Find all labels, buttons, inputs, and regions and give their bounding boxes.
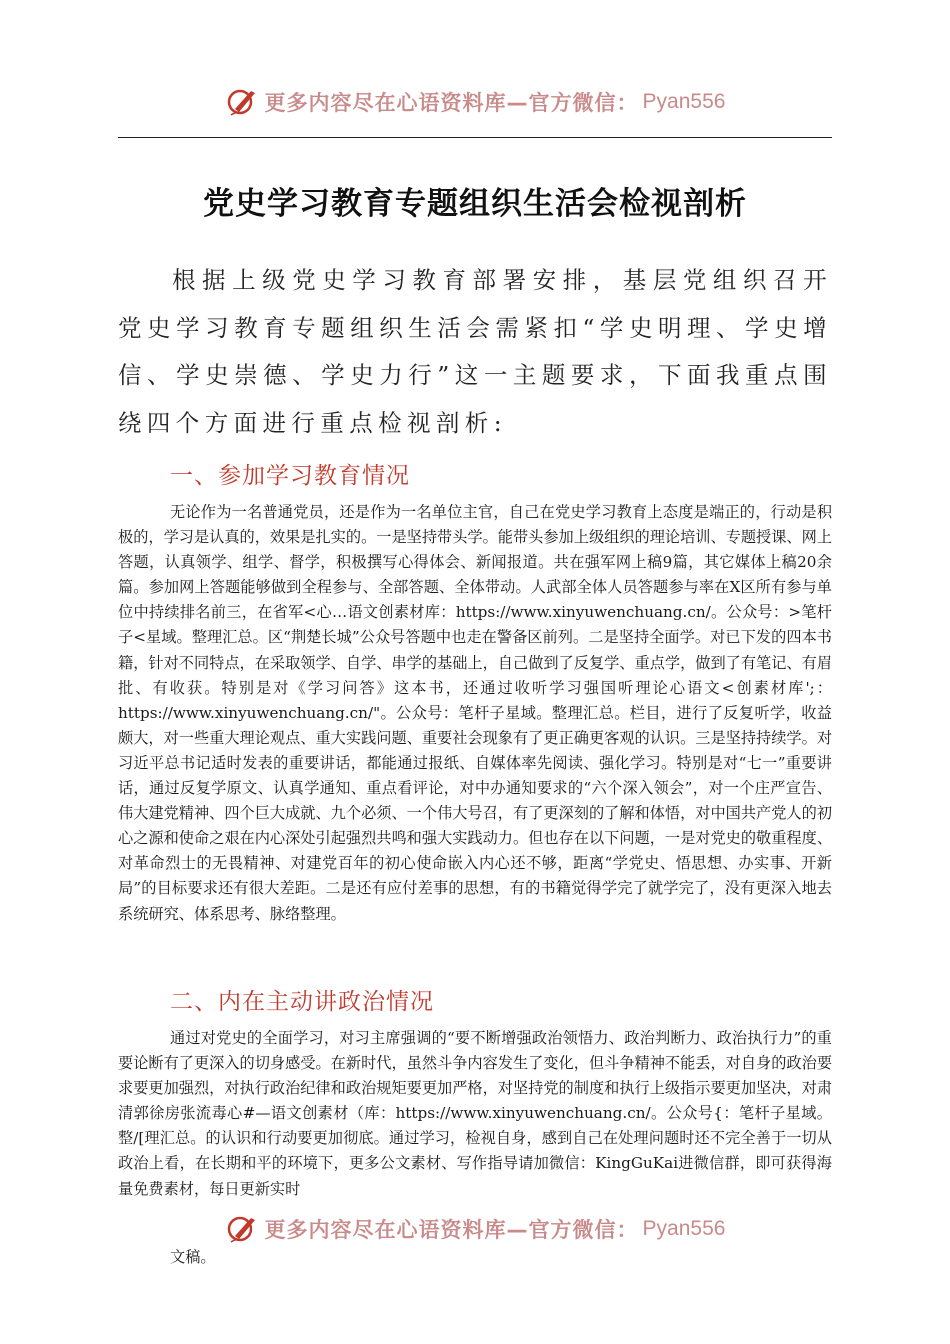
watermark-header xyxy=(0,82,950,122)
watermark-id: Pyan556 xyxy=(642,1217,726,1240)
continuation-text: 文稿。 xyxy=(170,1248,216,1266)
section-2-heading: 二、内在主动讲政治情况 xyxy=(170,989,434,1015)
watermark-text: 更多内容尽在心语资料库—官方微信： xyxy=(264,1218,639,1242)
watermark-text: 更多内容尽在心语资料库—官方微信： xyxy=(264,91,639,115)
header-rule xyxy=(118,137,832,138)
intro-paragraph: 根据上级党史学习教育部署安排，基层党组织召开党史学习教育专题组织生活会需紧扣“学史明理、学史增信、学史崇德、学史力行”这一主题要求，下面我重点围绕四个方面进行重点检视剖析: xyxy=(118,266,832,437)
page-title: 党史学习教育专题组织生活会检视剖析 xyxy=(203,186,747,222)
section-1-heading: 一、参加学习教育情况 xyxy=(170,463,410,489)
pen-logo-icon xyxy=(225,85,261,119)
section-1-body: 无论作为一名普通党员，还是作为一名单位主官，自己在党史学习教育上态度是端正的，行动是积极的，学习是认真的，效果是扎实的。一是坚持带头学。能带头参加上级组织的理论培训、专题授课、网上答题，认真领学、组学、督学，积极撰写心得体会、新闻报道。共在强军网上稿9篇，其它媒体上稿20余篇。参加网上答题能够做到全程参与、全部答题、全体带动。人武部全体人员答题参与率在X区所有参与单位中持续排名前三，在省军<心…语文创素材库：https://www.xinyuwenchuang.cn/。公众号：>笔杆子<星域。整理汇总。区“荆楚长城”公众号答题中也走在警备区前列。二是坚持全面学。对已下发的四本书籍，针对不同特点，在采取领学、自学、串学的基础上，自己做到了反复学、重点学，做到了有笔记、有眉批、有收获。特别是对《学习问答》这本书，还通过收听学习强国听理论心语文<创素材库';：https://www.xinyuwenchuang.cn/"。公众号：笔杆子星域。整理汇总。栏目，进行了反复听学，收益颇大，对一些重大理论观点、重大实践问题、重要社会现象有了更正确更客观的认识。三是坚持持续学。对习近平总书记适时发表的重要讲话，都能通过报纸、自媒体率先阅读、强化学习。特别是对“七一”重要讲话，通过反复学原文、认真学通知、重点看评论，对中办通知要求的“六个深入领会”，对一个庄严宣告、伟大建党精神、四个巨大成就、九个必须、一个伟大号召，有了更深刻的了解和体悟，对中国共产党人的初心之源和使命之艰在内心深处引起强烈共鸣和强大实践动力。但也存在以下问题，一是对党史的敬重程度、对革命烈士的无畏精神、对建党百年的初心使命嵌入内心还不够，距离“学党史、悟思想、办实事、开新局”的目标要求还有很大差距。二是还有应付差事的思想，有的书籍觉得学完了就学完了，没有更深入地去系统研究、体系思考、脉络整理。 xyxy=(118,503,832,923)
watermark-footer xyxy=(0,1209,950,1249)
watermark-id: Pyan556 xyxy=(642,90,726,113)
section-2-body: 通过对党史的全面学习，对习主席强调的“要不断增强政治领悟力、政治判断力、政治执行力”的重要论断有了更深入的切身感受。在新时代，虽然斗争内容发生了变化，但斗争精神不能丢，对自身的政治要求要更加强烈，对执行政治纪律和政治规矩要更加严格，对坚持党的制度和执行上级指示要更加坚决，对肃清郭徐房张流毒心#—语文创素材（库：https://www.xinyuwenchuang.cn/。公众号{：笔杆子星域。整/[理汇总。的认识和行动要更加彻底。通过学习，检视自身，感到自己在处理问题时还不完全善于一切从政治上看，在长期和平的环境下，更多公文素材、写作指导请加微信：KingGuKai进微信群，即可获得海量免费素材，每日更新实时 xyxy=(118,1029,832,1198)
pen-logo-icon xyxy=(225,1212,261,1246)
